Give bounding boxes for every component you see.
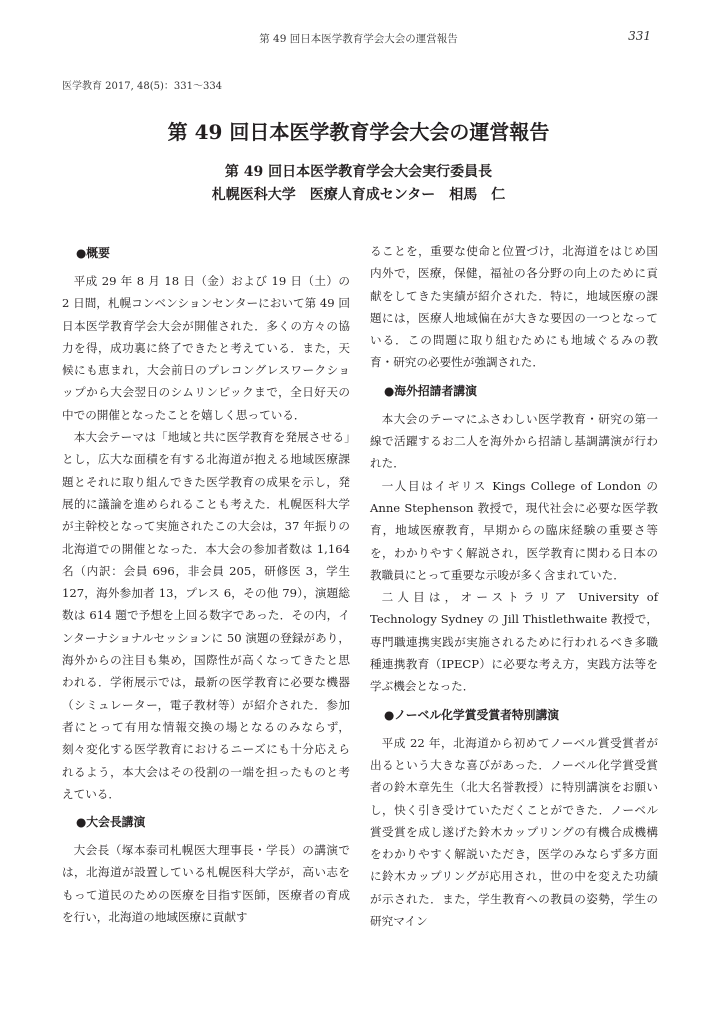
paragraph: 大会長（塚本泰司札幌医大理事長・学長）の講演では，北海道が設置している札幌医科大学が，高い志をもって道民のための医療を目指す医師，医療者の育成を行い，北海道の地域医療に貢献す	[62, 843, 350, 925]
paragraph: 平成 29 年 8 月 18 日（金）および 19 日（土）の 2 日間，札幌コンベンションセンターにおいて第 49 回日本医学教育学会大会が開催された．多くの方々の協力を得，成功裏に終了できたと考えている．また，天候にも恵まれ，大会前日のプレコングレスワークショップから大会翌日のシムリンピックまで，全日好天の中での開催となったことを嬉しく思っている．	[62, 274, 350, 422]
right-column	[370, 240, 658, 932]
author-role: 第 49 回日本医学教育学会大会実行委員長	[224, 164, 493, 180]
paragraph: 二人目は，オーストラリア University of Technology Sydney の Jill Thistlethwaite 教授で，専門職連携実践が実施されるために行われるべき多職種連携教育（IPECP）に必要な考え方，実践方法等を学ぶ機会となった．	[370, 590, 658, 694]
author-block	[0, 161, 717, 207]
running-head: 第 49 回日本医学教育学会大会の運営報告	[259, 33, 458, 45]
paragraph: 本大会テーマは「地域と共に医学教育を発展させる」とし，広大な面積を有する北海道が抱える地域医療課題とそれに取り組んできた医学教育の成果を示し，発展的に議論を進められることも考えた．札幌医科大学が主幹校となって実施されたこの大会は，37 年振りの北海道での開催となった．本大会の参加者数は 1,164 名（内訳：会員 696，非会員 205，研修医 3，学生 127，海外参加者 13，プレス 6，その他 79），演題総数は 614 題で予想を上回る数字であった．その内，インターナショナルセッションに 50 演題の登録があり，海外からの注目も集め，国際性が高くなってきたと思われる．学術展示では，最新の医学教育に必要な機器（シミュレーター，電子教材等）が紹介された．参加者にとって有用な情報交換の場となるのみならず，刻々変化する医学教育におけるニーズにも十分応えられるよう，本大会はその役割の一端を担ったものと考えている．	[62, 430, 350, 801]
paragraph-continued: ることを，重要な使命と位置づけ，北海道をはじめ国内外で，医療，保健，福祉の各分野の向上のために貢献をしてきた実績が紹介された．特に，地域医療の課題には，医療人地域偏在が大きな要因の一つとなっている．この問題に取り組むためにも地域ぐるみの教育・研究の必要性が強調された．	[370, 244, 658, 370]
paragraph: 一人目はイギリス Kings College of London の Anne Stephenson 教授で，現代社会に必要な医学教育，地域医療教育，早期からの臨床経験の重要さ等を，わかりやすく解説され，医学教育に関わる日本の教職員にとって重要な示唆が多く含まれていた．	[370, 478, 658, 582]
paragraph: 平成 22 年，北海道から初めてノーベル賞受賞者が出るという大きな喜びがあった．ノーベル化学賞受賞者の鈴木章先生（北大名誉教授）に特別講演をお願いし，快く引き受けていただくことができた．ノーベル賞受賞を成し遂げた鈴木カップリングの有機合成機構をわかりやすく解説いただき，医学のみならず多方面に鈴木カップリングが応用され，世の中を変えた功績が示された．また，学生教育への教員の姿勢，学生の研究マイン	[370, 735, 658, 929]
article-title: 第 49 回日本医学教育学会大会の運営報告	[167, 120, 550, 144]
journal-citation: 医学教育 2017, 48(5)：331～334	[62, 81, 223, 92]
left-column	[62, 240, 350, 928]
section-heading-invited-lecture: ●海外招請者講演	[384, 383, 477, 398]
paragraph: 本大会のテーマにふさわしい医学教育・研究の第一線で活躍するお二人を海外から招請し基調講演が行われた．	[370, 411, 658, 471]
author-affiliation: 札幌医科大学 医療人育成センター 相馬 仁	[211, 187, 506, 203]
section-heading-president-lecture: ●大会長講演	[76, 815, 146, 830]
page-number: 331	[628, 29, 651, 43]
section-heading-overview: ●概要	[76, 246, 110, 260]
section-heading-nobel-lecture: ●ノーベル化学賞受賞者特別講演	[384, 707, 560, 722]
